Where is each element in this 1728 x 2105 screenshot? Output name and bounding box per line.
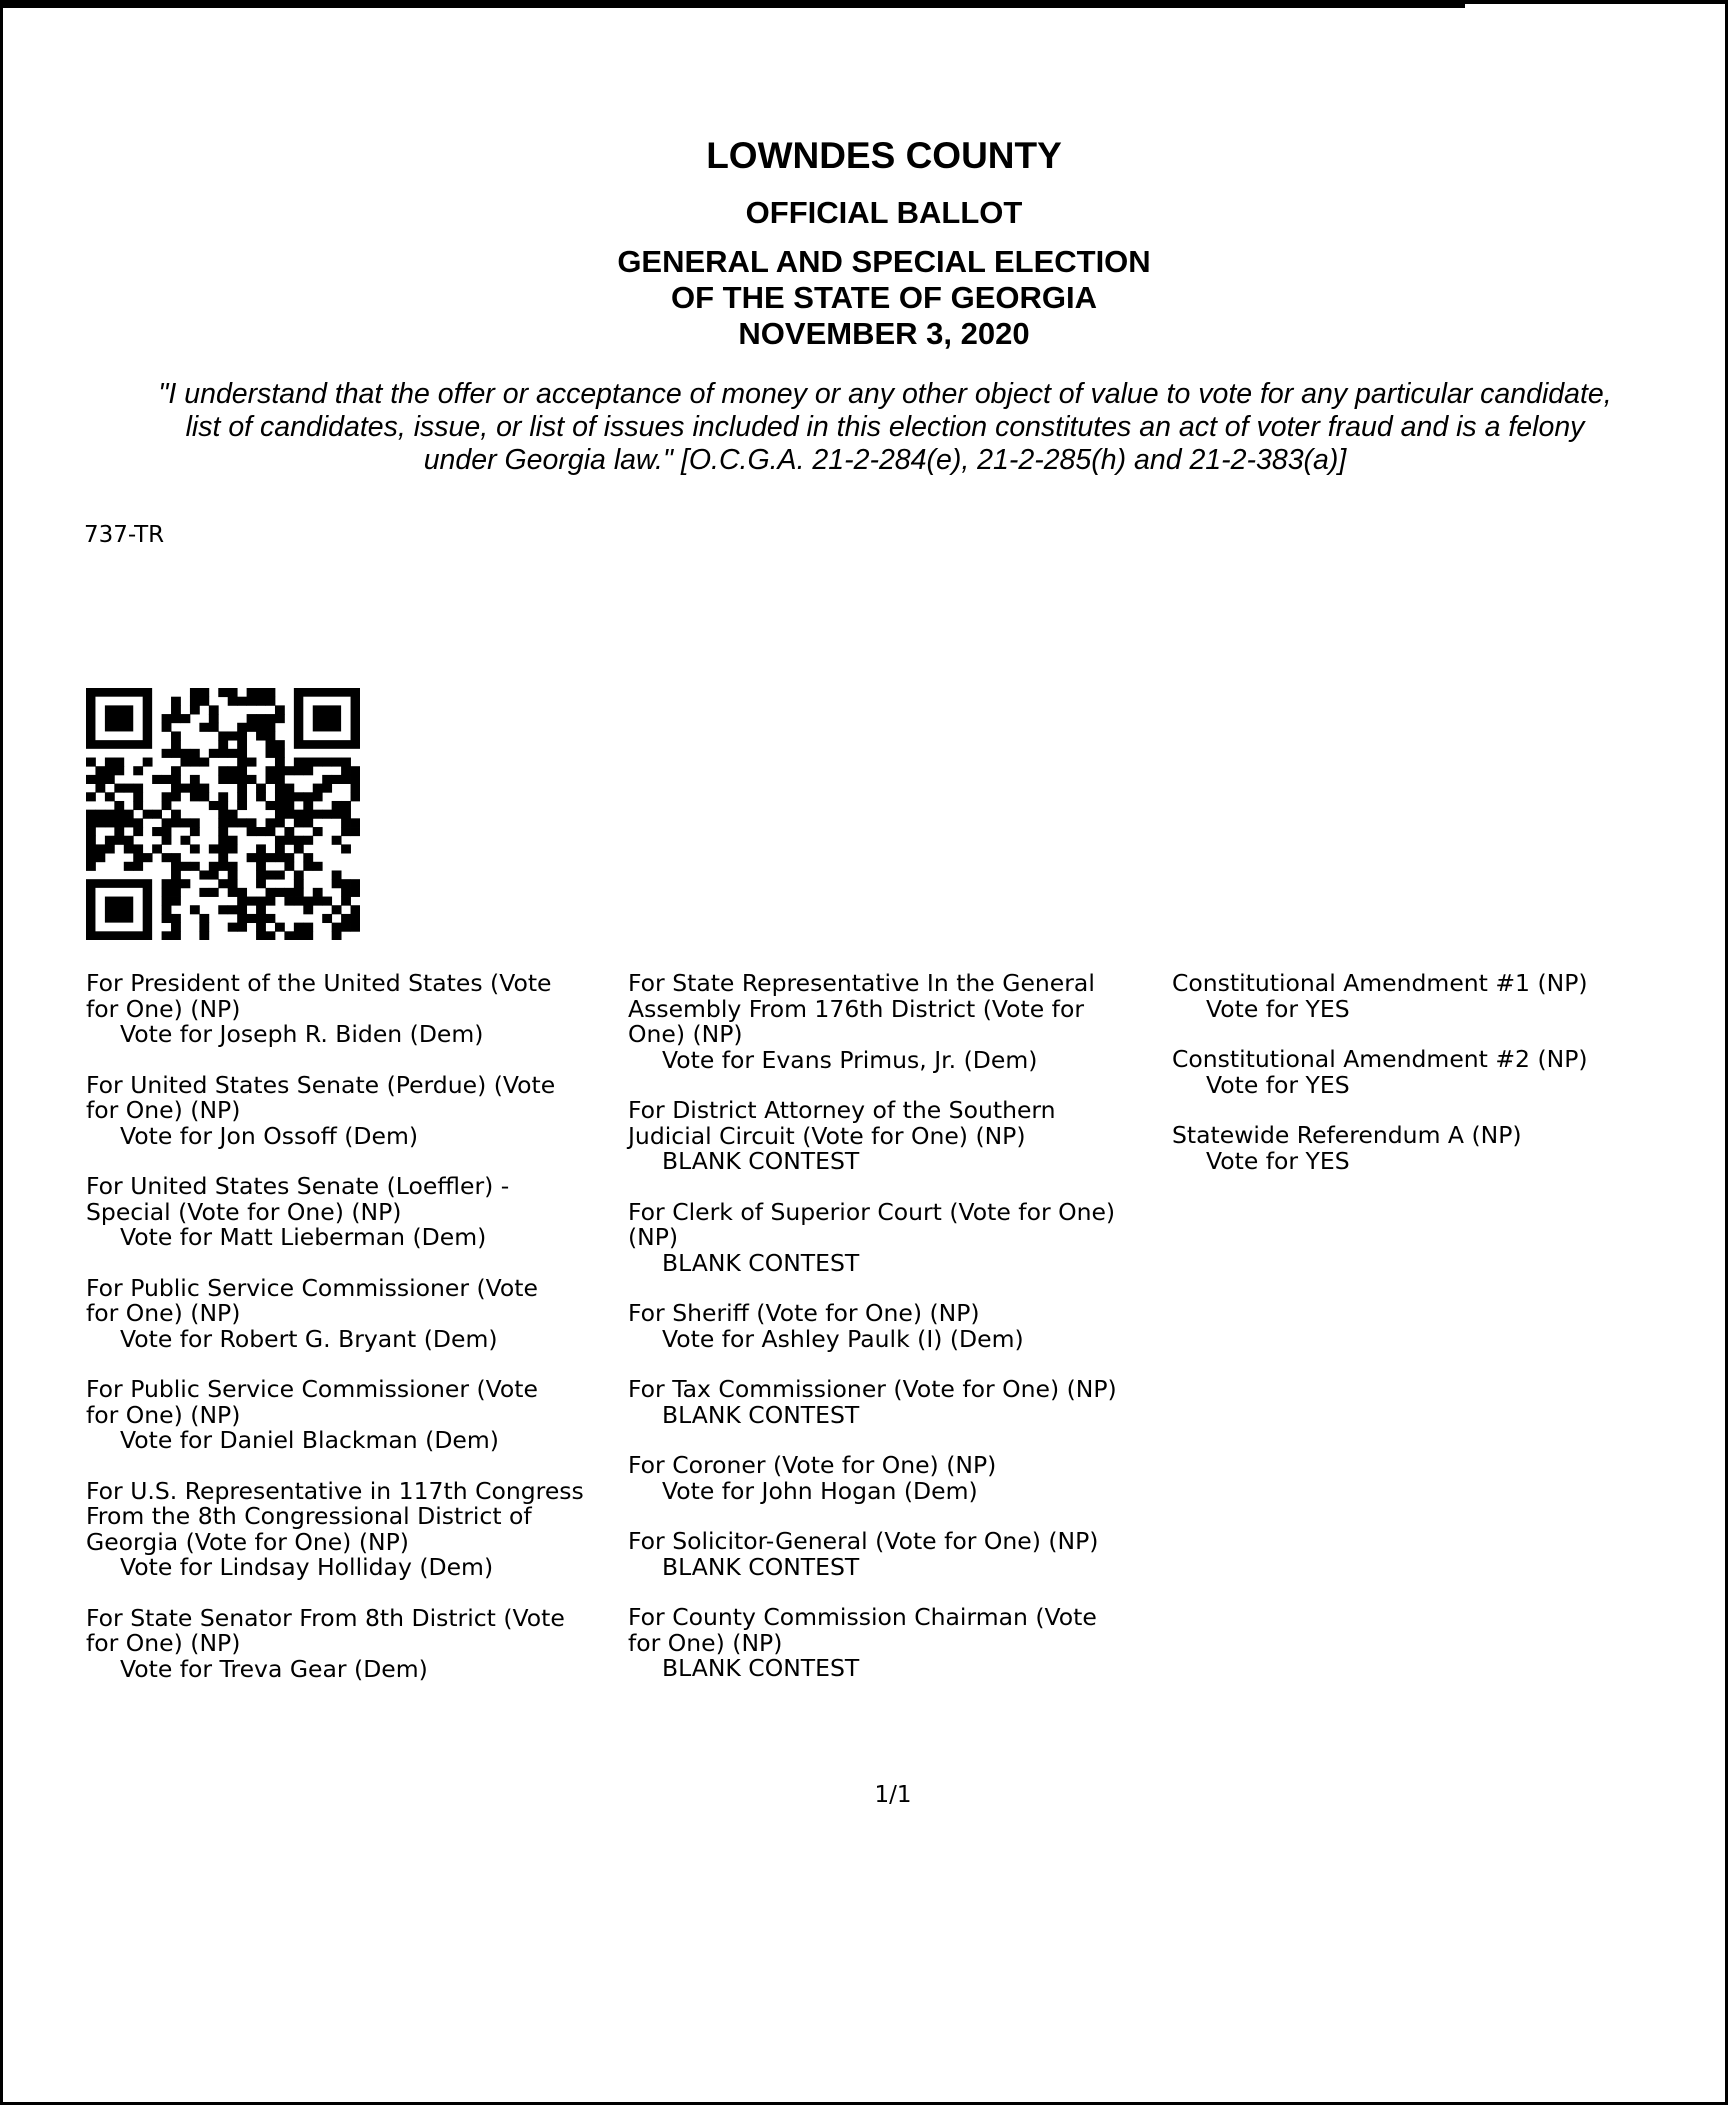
contest-selection: Vote for YES	[1206, 1146, 1350, 1175]
election-title	[0, 244, 1728, 352]
contest-selection: Vote for YES	[1206, 994, 1350, 1023]
contest-item	[628, 1197, 1168, 1277]
scan-border-top	[0, 0, 1465, 8]
contest-item	[628, 1377, 1168, 1428]
contest-title: Constitutional Amendment #2 (NP)	[1172, 1045, 1588, 1073]
contest-item	[86, 971, 626, 1048]
contest-item	[1172, 971, 1712, 1022]
contest-item	[628, 1529, 1168, 1580]
contest-title: For United States Senate (Loeffler) - Special (Vote for One) (NP)	[86, 1172, 510, 1226]
contest-selection: Vote for YES	[1206, 1070, 1350, 1099]
contest-selection: BLANK CONTEST	[662, 1147, 860, 1175]
county-title: LOWNDES COUNTY	[706, 135, 1062, 176]
contest-title: For State Senator From 8th District (Vote for One) (NP)	[86, 1603, 565, 1657]
scan-border-top-thin	[1465, 0, 1728, 4]
contest-title: For Tax Commissioner (Vote for One) (NP)	[628, 1375, 1117, 1403]
contest-title: For President of the United States (Vote for One) (NP)	[86, 969, 552, 1023]
oath-line-1: "I understand that the offer or acceptance of money or any other object of value to vote for any particular candidate,	[158, 378, 1612, 410]
contest-selection: Vote for Daniel Blackman (Dem)	[120, 1426, 499, 1454]
contest-item	[628, 1453, 1168, 1504]
contest-title: For Solicitor-General (Vote for One) (NP)	[628, 1527, 1099, 1555]
contest-item	[86, 1377, 626, 1454]
contest-item	[628, 1301, 1168, 1352]
voter-fraud-statement	[80, 378, 1690, 477]
contest-title: For Sheriff (Vote for One) (NP)	[628, 1299, 980, 1327]
contest-selection: BLANK CONTEST	[662, 1654, 860, 1682]
contest-title: For State Representative In the General Assembly From 176th District (Vote for One) (NP)	[628, 969, 1095, 1048]
contest-selection: Vote for John Hogan (Dem)	[662, 1476, 978, 1505]
contest-title: For Public Service Commissioner (Vote for One) (NP)	[86, 1273, 538, 1327]
contest-selection: Vote for Evans Primus, Jr. (Dem)	[662, 1045, 1038, 1074]
ballot-header	[0, 132, 1728, 352]
contest-title: For Clerk of Superior Court (Vote for One) (NP)	[628, 1197, 1116, 1251]
ballot-title: OFFICIAL BALLOT	[745, 195, 1023, 230]
page-number: 1/1	[874, 1782, 912, 1808]
contest-item	[86, 1174, 626, 1251]
contest-column-2	[628, 971, 1168, 1707]
contest-selection: BLANK CONTEST	[662, 1248, 860, 1277]
contest-title: For Public Service Commissioner (Vote for One) (NP)	[86, 1375, 538, 1429]
oath-line-2: list of candidates, issue, or list of issues included in this election constitutes an act of voter fraud and is a felony	[185, 411, 1585, 443]
contest-selection: Vote for Jon Ossoff (Dem)	[120, 1121, 419, 1150]
contest-title: For United States Senate (Perdue) (Vote for One) (NP)	[86, 1070, 556, 1124]
contest-title: Constitutional Amendment #1 (NP)	[1172, 969, 1588, 997]
oath-line-3: under Georgia law." [O.C.G.A. 21-2-284(e), 21-2-285(h) and 21-2-383(a)]	[423, 444, 1347, 476]
contest-selection: Vote for Treva Gear (Dem)	[120, 1654, 428, 1683]
contest-title: For Coroner (Vote for One) (NP)	[628, 1451, 997, 1479]
contest-selection: BLANK CONTEST	[662, 1400, 860, 1429]
election-line-2: OF THE STATE OF GEORGIA	[671, 280, 1097, 315]
ballot-style-code: 737-TR	[84, 522, 165, 548]
contest-title: For County Commission Chairman (Vote for One) (NP)	[628, 1603, 1097, 1657]
contest-selection: Vote for Lindsay Holliday (Dem)	[120, 1553, 494, 1581]
election-line-1: GENERAL AND SPECIAL ELECTION	[617, 244, 1151, 279]
contest-title: Statewide Referendum A (NP)	[1172, 1121, 1522, 1149]
contest-selection: Vote for Ashley Paulk (I) (Dem)	[662, 1324, 1024, 1353]
contest-item	[86, 1603, 626, 1683]
contest-selection: Vote for Matt Lieberman (Dem)	[120, 1223, 487, 1251]
contest-selection: BLANK CONTEST	[662, 1552, 860, 1581]
contest-column-3	[1172, 971, 1712, 1199]
contest-selection: Vote for Robert G. Bryant (Dem)	[120, 1324, 498, 1353]
contest-column-1	[86, 971, 626, 1707]
contest-item	[628, 1605, 1168, 1682]
contest-item	[86, 1273, 626, 1353]
contest-item	[86, 1476, 626, 1581]
contest-item	[628, 1098, 1168, 1175]
contest-title: For U.S. Representative in 117th Congress From the 8th Congressional District of Georgia (Vote for One) (NP)	[86, 1476, 584, 1556]
contest-item	[86, 1070, 626, 1150]
contest-item	[1172, 1047, 1712, 1098]
election-date: NOVEMBER 3, 2020	[738, 316, 1030, 351]
contest-item	[628, 971, 1168, 1073]
contest-title: For District Attorney of the Southern Judicial Circuit (Vote for One) (NP)	[628, 1096, 1056, 1150]
contest-item	[1172, 1123, 1712, 1174]
contest-selection: Vote for Joseph R. Biden (Dem)	[120, 1020, 484, 1048]
qr-code-icon	[86, 688, 360, 940]
